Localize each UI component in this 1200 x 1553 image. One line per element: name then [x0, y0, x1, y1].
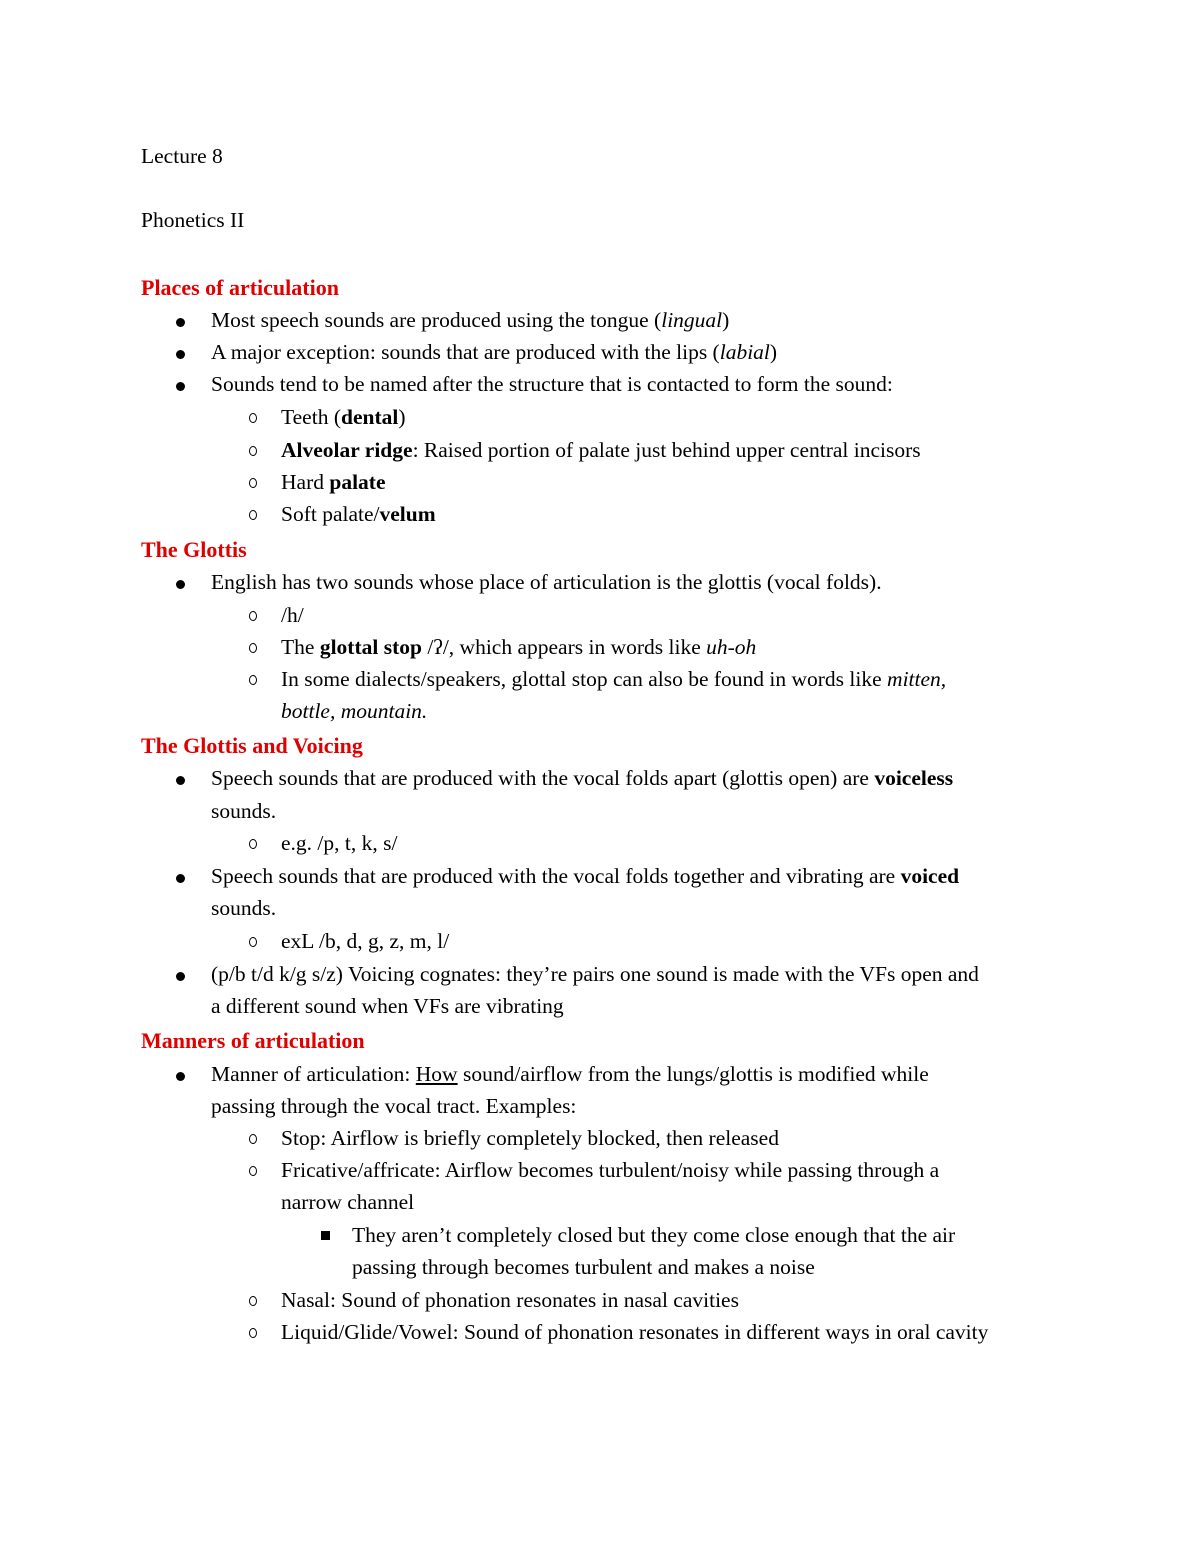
list-item: Speech sounds that are produced with the vocal folds apart (glottis open) are voiceless: [141, 764, 1081, 792]
bullet-circle-icon: [249, 478, 257, 488]
list-item: Soft palate/velum: [141, 500, 1081, 528]
list-item: In some dialects/speakers, glottal stop can also be found in words like mitten,: [141, 665, 1081, 693]
bullet-circle-icon: [249, 643, 257, 653]
section-heading-glottis: The Glottis: [141, 537, 247, 562]
bullet-dot-icon: [176, 1072, 185, 1081]
bullet-circle-icon: [249, 937, 257, 947]
section-heading-voicing: The Glottis and Voicing: [141, 733, 363, 758]
list-item: Fricative/affricate: Airflow becomes turbulent/noisy while passing through a: [141, 1156, 1081, 1184]
list-item: Hard palate: [141, 468, 1081, 496]
list-item: Speech sounds that are produced with the vocal folds together and vibrating are voiced: [141, 862, 1081, 890]
bullet-dot-icon: [176, 382, 185, 391]
list-item: (p/b t/d k/g s/z) Voicing cognates: they’re pairs one sound is made with the VFs open and: [141, 960, 1081, 988]
list-item-continuation: sounds.: [211, 799, 277, 823]
bullet-dot-icon: [176, 776, 185, 785]
list-item-continuation: a different sound when VFs are vibrating: [211, 994, 564, 1018]
list-item-continuation: sounds.: [211, 896, 277, 920]
bullet-circle-icon: [249, 675, 257, 685]
list-item-continuation: passing through becomes turbulent and makes a noise: [352, 1255, 815, 1279]
bullet-circle-icon: [249, 611, 257, 621]
list-item-continuation: narrow channel: [281, 1190, 415, 1214]
bullet-dot-icon: [176, 972, 185, 981]
bullet-circle-icon: [249, 1328, 257, 1338]
list-item: Teeth (dental): [141, 403, 1081, 431]
list-item: English has two sounds whose place of articulation is the glottis (vocal folds).: [141, 568, 1081, 596]
lecture-label: Lecture 8: [141, 144, 223, 168]
document-subtitle: Phonetics II: [141, 208, 245, 232]
bullet-dot-icon: [176, 350, 185, 359]
bullet-circle-icon: [249, 446, 257, 456]
bullet-dot-icon: [176, 874, 185, 883]
bullet-dot-icon: [176, 318, 185, 327]
list-item: Manner of articulation: How sound/airflow from the lungs/glottis is modified while: [141, 1060, 1081, 1088]
bullet-circle-icon: [249, 510, 257, 520]
list-item: The glottal stop /ʔ/, which appears in words like uh-oh: [141, 633, 1081, 661]
list-item: exL /b, d, g, z, m, l/: [141, 927, 1081, 955]
list-item: e.g. /p, t, k, s/: [141, 829, 1081, 857]
list-item: Stop: Airflow is briefly completely blocked, then released: [141, 1124, 1081, 1152]
list-item: /h/: [141, 601, 1081, 629]
section-heading-places: Places of articulation: [141, 275, 339, 300]
list-item: Most speech sounds are produced using the tongue (lingual): [141, 306, 1081, 334]
bullet-circle-icon: [249, 1296, 257, 1306]
list-item: Alveolar ridge: Raised portion of palate just behind upper central incisors: [141, 436, 1081, 464]
list-item: A major exception: sounds that are produced with the lips (labial): [141, 338, 1081, 366]
list-item-continuation: bottle, mountain.: [281, 699, 428, 723]
bullet-circle-icon: [249, 839, 257, 849]
list-item: Liquid/Glide/Vowel: Sound of phonation resonates in different ways in oral cavity: [141, 1318, 1081, 1346]
bullet-square-icon: [321, 1231, 330, 1240]
bullet-circle-icon: [249, 1166, 257, 1176]
bullet-circle-icon: [249, 413, 257, 423]
bullet-dot-icon: [176, 580, 185, 589]
section-heading-manners: Manners of articulation: [141, 1028, 365, 1053]
list-item-continuation: passing through the vocal tract. Examples:: [211, 1094, 577, 1118]
bullet-circle-icon: [249, 1134, 257, 1144]
list-item: They aren’t completely closed but they come close enough that the air: [141, 1221, 1081, 1249]
list-item: Nasal: Sound of phonation resonates in nasal cavities: [141, 1286, 1081, 1314]
list-item: Sounds tend to be named after the structure that is contacted to form the sound:: [141, 370, 1081, 398]
